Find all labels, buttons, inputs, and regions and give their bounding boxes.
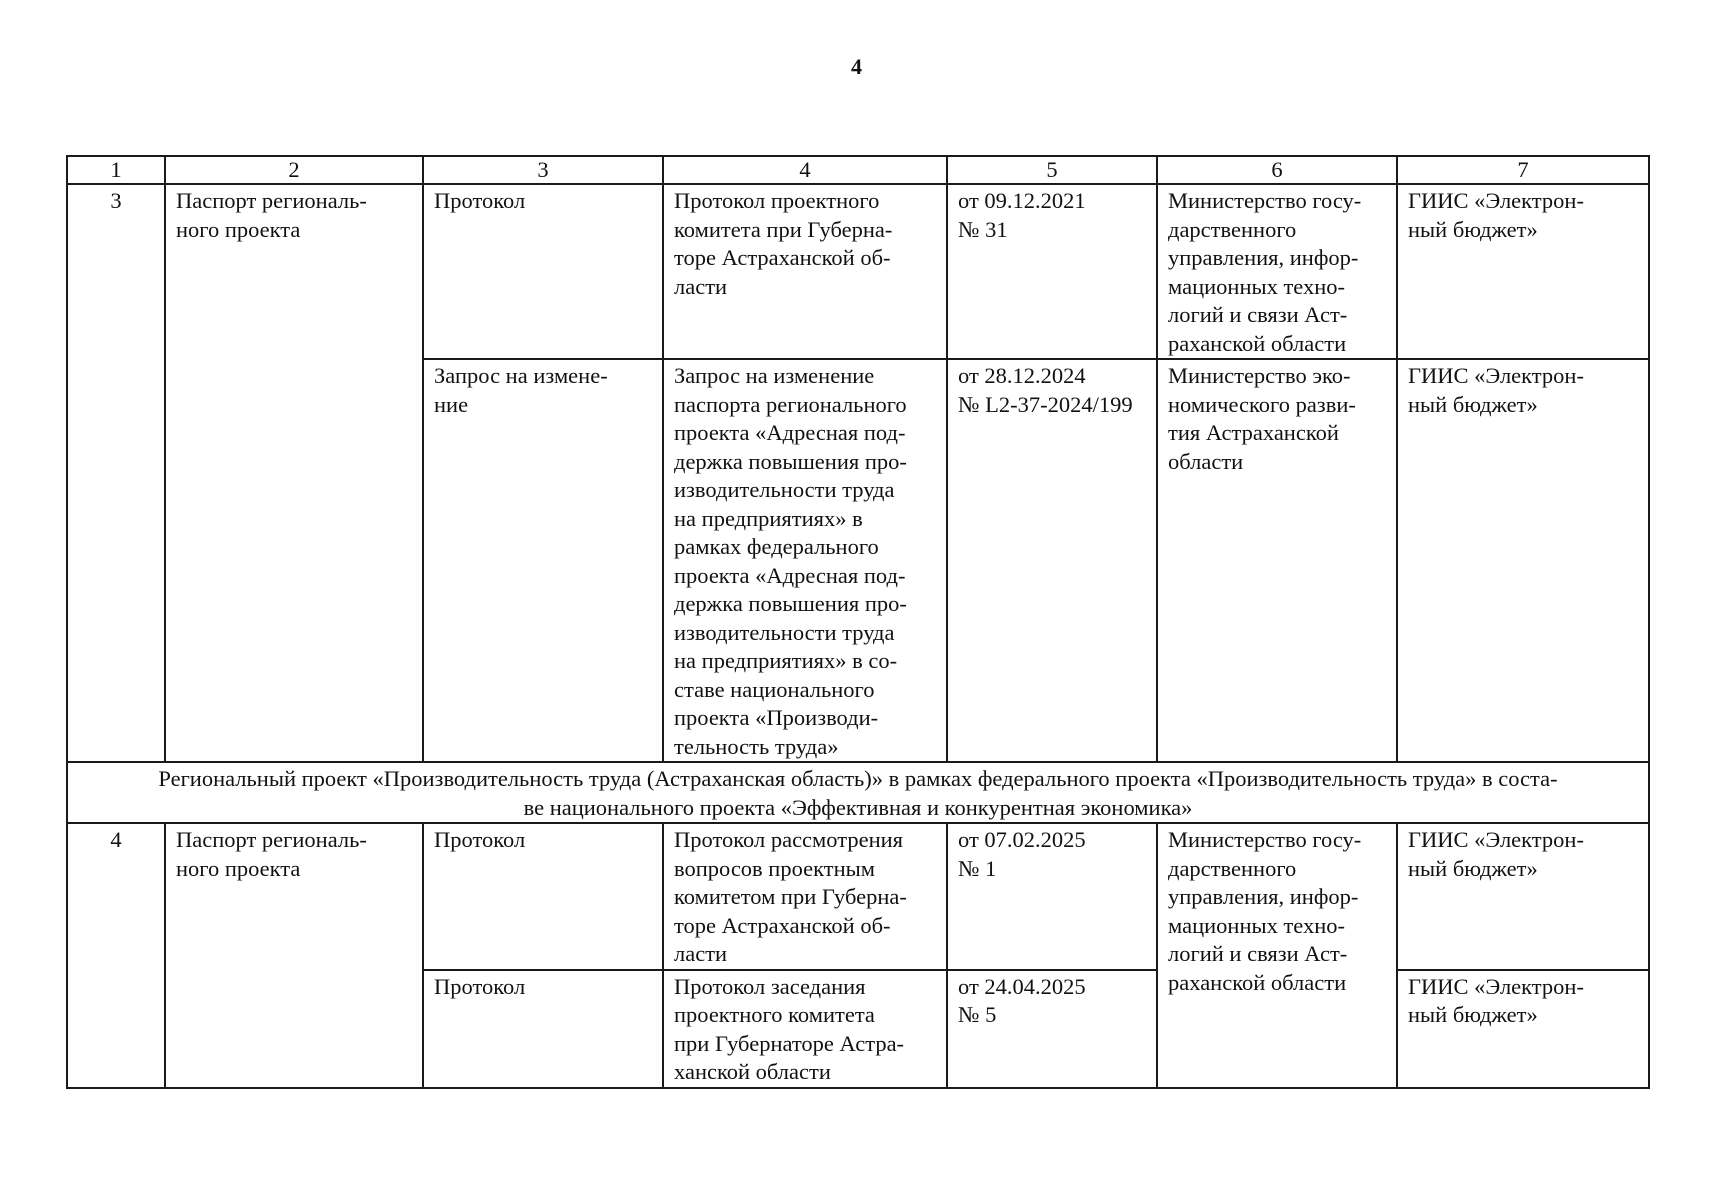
system-cell: ГИИС «Электрон- ный бюджет»	[1397, 823, 1649, 970]
document-table	[66, 155, 1650, 1089]
system-cell: ГИИС «Электрон- ный бюджет»	[1397, 359, 1649, 762]
column-header: 4	[663, 156, 947, 184]
row-number: 3	[67, 184, 165, 762]
document-type-cell: Паспорт региональ- ного проекта	[165, 184, 423, 762]
row-number: 4	[67, 823, 165, 1088]
table-row	[67, 823, 1649, 970]
table-header-row	[67, 156, 1649, 184]
table-row	[67, 184, 1649, 359]
section-heading-row	[67, 762, 1649, 823]
organization-cell: Министерство госу- дарственного управления, инфор- мационных техно- логий и связи Аст- раханской области	[1157, 184, 1397, 359]
document-name-cell: Запрос на изменение паспорта регионального проекта «Адресная под- держка повышения про- изводительности труда на предприятиях» в рамках федерального проекта «Адресная под- держка повышения про- изводительности труда на предприятиях» в со- ставе национального проекта «Производи- тельность труда»	[663, 359, 947, 762]
section-heading: Региональный проект «Производительность труда (Астраханская область)» в рамках федерального проекта «Производительность труда» в соста- ве национального проекта «Эффективная и конкурентная экономика»	[67, 762, 1649, 823]
column-header: 1	[67, 156, 165, 184]
column-header: 3	[423, 156, 663, 184]
system-cell: ГИИС «Электрон- ный бюджет»	[1397, 184, 1649, 359]
column-header: 5	[947, 156, 1157, 184]
system-cell: ГИИС «Электрон- ный бюджет»	[1397, 970, 1649, 1088]
organization-cell: Министерство эко- номического разви- тия Астраханской области	[1157, 359, 1397, 762]
document-name-cell: Протокол заседания проектного комитета при Губернаторе Астра- ханской области	[663, 970, 947, 1088]
document-name-cell: Протокол рассмотрения вопросов проектным комитетом при Губерна- торе Астраханской об- ласти	[663, 823, 947, 970]
document-date-cell: от 09.12.2021 № 31	[947, 184, 1157, 359]
organization-cell: Министерство госу- дарственного управления, инфор- мационных техно- логий и связи Аст- раханской области	[1157, 823, 1397, 1088]
document-kind-cell: Протокол	[423, 823, 663, 970]
document-type-cell: Паспорт региональ- ного проекта	[165, 823, 423, 1088]
document-kind-cell: Протокол	[423, 970, 663, 1088]
page-number: 4	[851, 54, 862, 79]
document-name-cell: Протокол проектного комитета при Губерна- торе Астраханской об- ласти	[663, 184, 947, 359]
document-kind-cell: Запрос на измене- ние	[423, 359, 663, 762]
document-date-cell: от 24.04.2025 № 5	[947, 970, 1157, 1088]
document-date-cell: от 07.02.2025 № 1	[947, 823, 1157, 970]
document-kind-cell: Протокол	[423, 184, 663, 359]
column-header: 7	[1397, 156, 1649, 184]
document-date-cell: от 28.12.2024 № L2-37-2024/199	[947, 359, 1157, 762]
column-header: 2	[165, 156, 423, 184]
column-header: 6	[1157, 156, 1397, 184]
